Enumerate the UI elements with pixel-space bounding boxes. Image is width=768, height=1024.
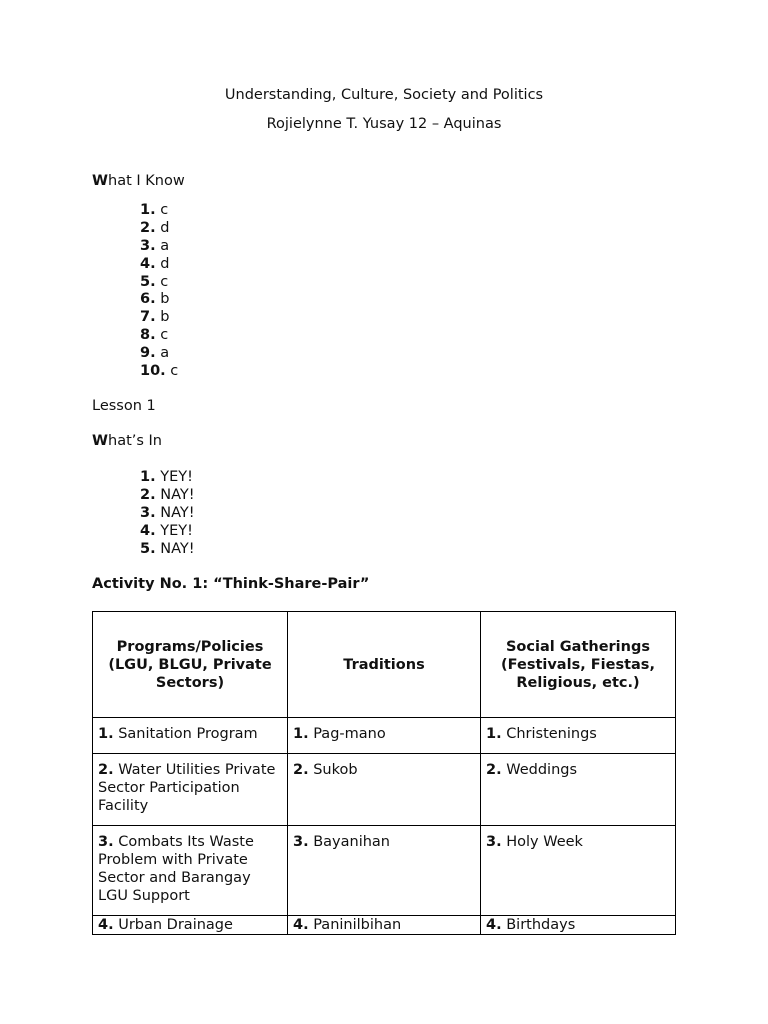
list-item: 6. b xyxy=(140,291,170,308)
activity-heading: Activity No. 1: “Think-Share-Pair” xyxy=(92,576,370,592)
author-line: Rojielynne T. Yusay 12 – Aquinas xyxy=(266,116,502,132)
list-item: 2. NAY! xyxy=(140,486,195,503)
lesson-label: Lesson 1 xyxy=(92,398,156,414)
table-cell: 1. Christenings xyxy=(481,718,676,754)
table-cell: 3. Bayanihan xyxy=(288,826,481,916)
table-cell: 3. Holy Week xyxy=(481,826,676,916)
heading-initial: W xyxy=(92,173,108,189)
column-header-programs: Programs/Policies (LGU, BLGU, Private Sectors) xyxy=(93,612,288,718)
list-item: 9. a xyxy=(140,345,170,362)
column-header-traditions: Traditions xyxy=(288,612,481,718)
list-item: 5. c xyxy=(140,273,169,290)
table-cell: 4. Birthdays xyxy=(481,916,676,935)
what-i-know-list xyxy=(140,202,178,381)
list-item: 4. YEY! xyxy=(140,522,193,539)
table-cell: 1. Pag-mano xyxy=(288,718,481,754)
heading-text: hat’s In xyxy=(108,433,162,449)
heading-text: hat I Know xyxy=(108,173,185,189)
list-item: 8. c xyxy=(140,327,169,344)
table-cell: 2. Sukob xyxy=(288,754,481,826)
list-item: 3. NAY! xyxy=(140,504,195,521)
list-item: 10. c xyxy=(140,363,179,380)
table-cell: 4. Paninilbihan xyxy=(288,916,481,935)
table-cell: 3. Combats Its Waste Problem with Private Sector and Barangay LGU Support xyxy=(93,826,288,916)
list-item: 1. c xyxy=(140,202,169,218)
list-item: 1. YEY! xyxy=(140,469,193,485)
table-row xyxy=(93,916,676,935)
whats-in-heading xyxy=(92,433,162,449)
table-header-row xyxy=(93,612,676,718)
table-row xyxy=(93,754,676,826)
whats-in-list xyxy=(140,469,195,558)
table-cell: 2. Weddings xyxy=(481,754,676,826)
list-item: 2. d xyxy=(140,219,170,236)
heading-initial: W xyxy=(92,433,108,449)
table-cell: 1. Sanitation Program xyxy=(93,718,288,754)
list-item: 4. d xyxy=(140,255,170,272)
activity-table xyxy=(92,611,676,935)
what-i-know-heading xyxy=(92,173,185,189)
column-header-social-gatherings: Social Gatherings (Festivals, Fiestas, Religious, etc.) xyxy=(481,612,676,718)
table-row xyxy=(93,718,676,754)
list-item: 5. NAY! xyxy=(140,540,195,557)
table-row xyxy=(93,826,676,916)
table-cell: 2. Water Utilities Private Sector Participation Facility xyxy=(93,754,288,826)
list-item: 7. b xyxy=(140,309,170,326)
table-cell: 4. Urban Drainage xyxy=(93,916,288,935)
document-title: Understanding, Culture, Society and Politics xyxy=(224,87,544,103)
list-item: 3. a xyxy=(140,237,170,254)
